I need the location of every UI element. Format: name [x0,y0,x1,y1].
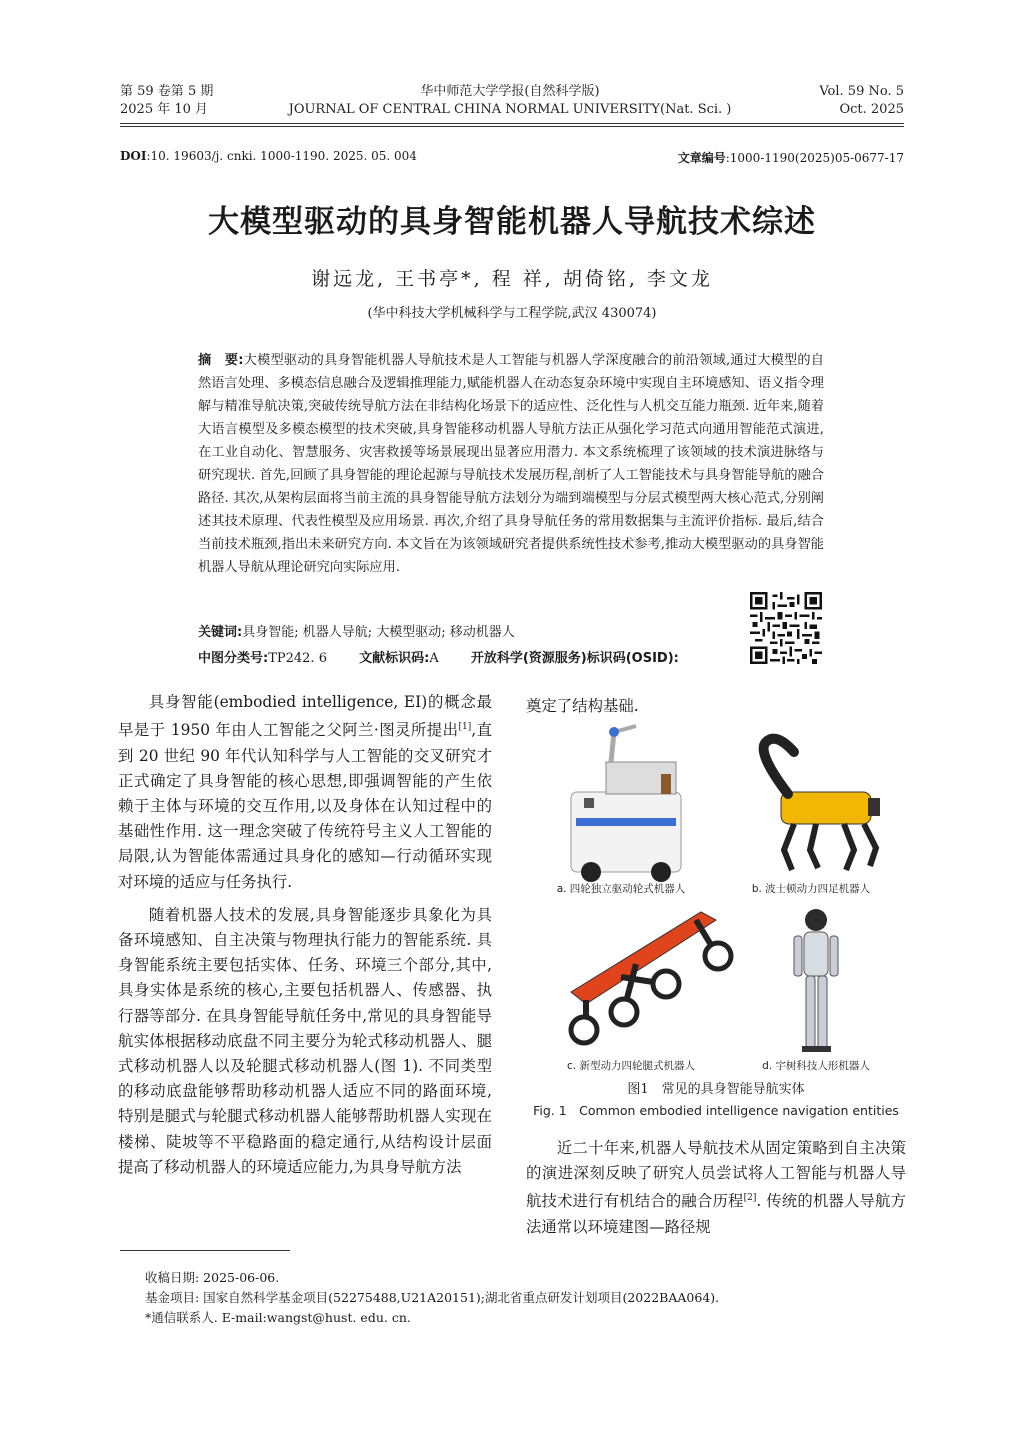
body-right-column [526,1136,906,1240]
keywords: 关键词:具身智能; 机器人导航; 大模型驱动; 移动机器人 [198,625,515,640]
header-volume-cn: 第 59 卷第 5 期 2025 年 10 月 [120,84,214,117]
humanoid-robot-image [794,909,838,1052]
received-date: 收稿日期: 2025-06-06. [145,1270,280,1285]
quadruped-robot-image [764,739,880,870]
qr-code-icon[interactable] [750,592,822,664]
journal-name-en: JOURNAL OF CENTRAL CHINA NORMAL UNIVERSITY(Nat. Sci. ) [288,102,732,117]
citation-1[interactable]: [1] [458,722,472,733]
abstract-label: 摘 要: [198,353,244,368]
header-rule-2 [120,126,904,127]
authors: 谢远龙, 王书亭*, 程 祥, 胡倚铭, 李文龙 [311,268,713,290]
body-left-column [118,690,492,1180]
header-journal [260,83,760,119]
header-volume-en: Vol. 59 No. 5 Oct. 2025 [819,84,904,117]
abstract-text: 大模型驱动的具身智能机器人导航技术是人工智能与机器人学深度融合的前沿领域,通过大模型的自然语言处理、多模态信息融合及逻辑推理能力,赋能机器人在动态复杂环境中实现自主环境感知、语义指令理解与精准导航决策,突破传统导航方法在非结构化场景下的适应性、泛化性与人机交互能力瓶颈. 近年来,随着大语言模型及多模态模型的技术突破,具身智能移动机器人导航方法正从强化学习范式向通用智能范式演进,在工业自动化、智慧服务、灾害救援等场景展现出显著应用潜力. 本文系统梳理了该领域的技术演进脉络与研究现状. 首先,回顾了具身智能的理论起源与导航技术发展历程,剖析了人工智能技术与具身智能导航的融合路径. 其次,从架构层面将当前主流的具身智能导航方法划分为端到端模型与分层式模型两大核心范式,分别阐述其技术原理、代表性模型及应用场景. 再次,介绍了具身导航任务的常用数据集与主流评价指标. 最后,结合当前技术瓶颈,指出未来研究方向. 本文旨在为该领域研究者提供系统性技术参考,推动大模型驱动的具身智能机器人导航从理论研究向实际应用. [198,353,824,575]
contact: *通信联系人. E-mail:wangst@hust. edu. cn. [145,1310,411,1325]
classification: 中图分类号:TP242. 6 文献标识码:A 开放科学(资源服务)标识码(OSID): [198,651,679,666]
figure-1 [526,722,906,1078]
wheeled-robot-image [571,726,681,882]
sublabel-c: c. 新型动力四轮腿式机器人 [567,1060,695,1072]
header-rule [120,123,904,124]
citation-2[interactable]: [2] [743,1193,757,1204]
body-right-top: 奠定了结构基础. [526,697,639,715]
sublabel-b: b. 波士顿动力四足机器人 [751,883,871,895]
abstract [198,349,824,579]
wheel-legged-robot-image [571,912,731,1043]
sublabel-d: d. 宇树科技人形机器人 [762,1060,870,1072]
article-number: 文章编号:1000-1190(2025)05-0677-17 [677,151,904,165]
journal-name-cn: 华中师范大学学报(自然科学版) [420,84,600,99]
funding: 基金项目: 国家自然科学基金项目(52275488,U21A20151);湖北省重点研发计划项目(2022BAA064). [145,1290,720,1305]
footnotes [120,1268,904,1328]
doi: DOI:10. 19603/j. cnki. 1000-1190. 2025. 05. 004 [120,149,417,163]
paragraph-intro: 具身智能(embodied intelligence, EI)的概念最早是于 1950 年由人工智能之父阿兰·图灵所提出[1],直到 20 世纪 90 年代认知科学与人工智能的交叉研究才正式确定了具身智能的核心思想,即强调智能的产生依赖于主体与环境的交互作用,以及身体在认知过程中的基础性作用. 这一理念突破了传统符号主义人工智能的局限,认为智能体需通过具身化的感知—行动循环实现对环境的适应与任务执行. [118,693,492,891]
figure-caption-cn: 图1 常见的具身智能导航实体 [627,1082,805,1097]
paper-title: 大模型驱动的具身智能机器人导航技术综述 [208,204,816,240]
footnote-rule [120,1250,290,1251]
affiliation: (华中科技大学机械科学与工程学院,武汉 430074) [367,306,657,321]
figure-caption-en: Fig. 1 Common embodied intelligence navigation entities [533,1103,899,1118]
paragraph-robots: 随着机器人技术的发展,具身智能逐步具象化为具备环境感知、自主决策与物理执行能力的智能系统. 具身智能系统主要包括实体、任务、环境三个部分,其中,具身实体是系统的核心,主要包括机器人、传感器、执行器等部分. 在具身智能导航任务中,常见的具身智能导航实体根据移动底盘不同主要分为轮式移动机器人、腿式移动机器人以及轮腿式移动机器人(图 1). 不同类型的移动底盘能够帮助移动机器人适应不同的路面环境,特别是腿式与轮腿式移动机器人能够帮助机器人实现在楼梯、陡坡等不平稳路面的稳定通行,从结构设计层面提高了移动机器人的环境适应能力,为具身导航方法 [118,905,492,1176]
sublabel-a: a. 四轮独立驱动轮式机器人 [556,883,686,895]
paragraph-history: 近二十年来,机器人导航技术从固定策略到自主决策的演进深刻反映了研究人员尝试将人工智能与机器人导航技术进行有机结合的融合历程[2]. 传统的机器人导航方法通常以环境建图—路径规 [526,1139,906,1236]
